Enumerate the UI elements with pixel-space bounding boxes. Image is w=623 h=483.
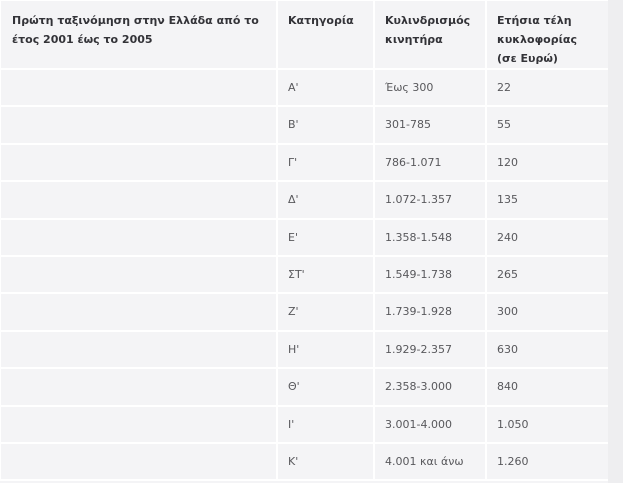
cell-category: Ζ' bbox=[277, 293, 374, 330]
cell-annual-fee: 240 bbox=[486, 219, 608, 256]
cell-category: Κ' bbox=[277, 443, 374, 480]
cell-engine-capacity: 2.358-3.000 bbox=[374, 368, 486, 405]
cell-category: Δ' bbox=[277, 181, 374, 218]
cell-annual-fee: 120 bbox=[486, 144, 608, 181]
cell-annual-fee: 265 bbox=[486, 256, 608, 293]
cell-category: Θ' bbox=[277, 368, 374, 405]
cell-registration-period bbox=[0, 368, 277, 405]
table-header-row bbox=[0, 0, 608, 69]
table-row bbox=[0, 144, 608, 181]
cell-annual-fee: 300 bbox=[486, 293, 608, 330]
cell-annual-fee: 55 bbox=[486, 106, 608, 143]
cell-annual-fee: 135 bbox=[486, 181, 608, 218]
cell-registration-period bbox=[0, 69, 277, 106]
cell-annual-fee: 630 bbox=[486, 331, 608, 368]
cell-registration-period bbox=[0, 406, 277, 443]
cell-engine-capacity: Έως 300 bbox=[374, 69, 486, 106]
cell-engine-capacity: 1.549-1.738 bbox=[374, 256, 486, 293]
header-registration-period: Πρώτη ταξινόμηση στην Ελλάδα από το έτος 2001 έως το 2005 bbox=[0, 0, 277, 69]
table-row bbox=[0, 106, 608, 143]
header-engine-capacity: Κυλινδρισμός κινητήρα bbox=[374, 0, 486, 69]
cell-category: Η' bbox=[277, 331, 374, 368]
table-row bbox=[0, 69, 608, 106]
cell-registration-period bbox=[0, 181, 277, 218]
cell-engine-capacity: 1.358-1.548 bbox=[374, 219, 486, 256]
cell-registration-period bbox=[0, 106, 277, 143]
cell-registration-period bbox=[0, 443, 277, 480]
cell-category: Α' bbox=[277, 69, 374, 106]
table-row bbox=[0, 443, 608, 480]
cell-annual-fee: 1.260 bbox=[486, 443, 608, 480]
cell-registration-period bbox=[0, 331, 277, 368]
table-row bbox=[0, 256, 608, 293]
table-row bbox=[0, 331, 608, 368]
cell-engine-capacity: 301-785 bbox=[374, 106, 486, 143]
header-annual-fee: Ετήσια τέλη κυκλοφορίας (σε Ευρώ) bbox=[486, 0, 608, 69]
cell-registration-period bbox=[0, 219, 277, 256]
cell-engine-capacity: 1.739-1.928 bbox=[374, 293, 486, 330]
table-row bbox=[0, 406, 608, 443]
cell-engine-capacity: 1.929-2.357 bbox=[374, 331, 486, 368]
cell-category: Ε' bbox=[277, 219, 374, 256]
cell-registration-period bbox=[0, 144, 277, 181]
header-category: Κατηγορία bbox=[277, 0, 374, 69]
cell-category: ΣΤ' bbox=[277, 256, 374, 293]
table-row bbox=[0, 181, 608, 218]
table-row bbox=[0, 219, 608, 256]
cell-engine-capacity: 1.072-1.357 bbox=[374, 181, 486, 218]
table-row bbox=[0, 293, 608, 330]
cell-annual-fee: 22 bbox=[486, 69, 608, 106]
cell-annual-fee: 840 bbox=[486, 368, 608, 405]
cell-registration-period bbox=[0, 256, 277, 293]
cell-registration-period bbox=[0, 293, 277, 330]
cell-engine-capacity: 3.001-4.000 bbox=[374, 406, 486, 443]
cell-engine-capacity: 4.001 και άνω bbox=[374, 443, 486, 480]
cell-annual-fee: 1.050 bbox=[486, 406, 608, 443]
cell-category: Ι' bbox=[277, 406, 374, 443]
cell-category: Γ' bbox=[277, 144, 374, 181]
cell-category: Β' bbox=[277, 106, 374, 143]
table-row bbox=[0, 368, 608, 405]
cell-engine-capacity: 786-1.071 bbox=[374, 144, 486, 181]
